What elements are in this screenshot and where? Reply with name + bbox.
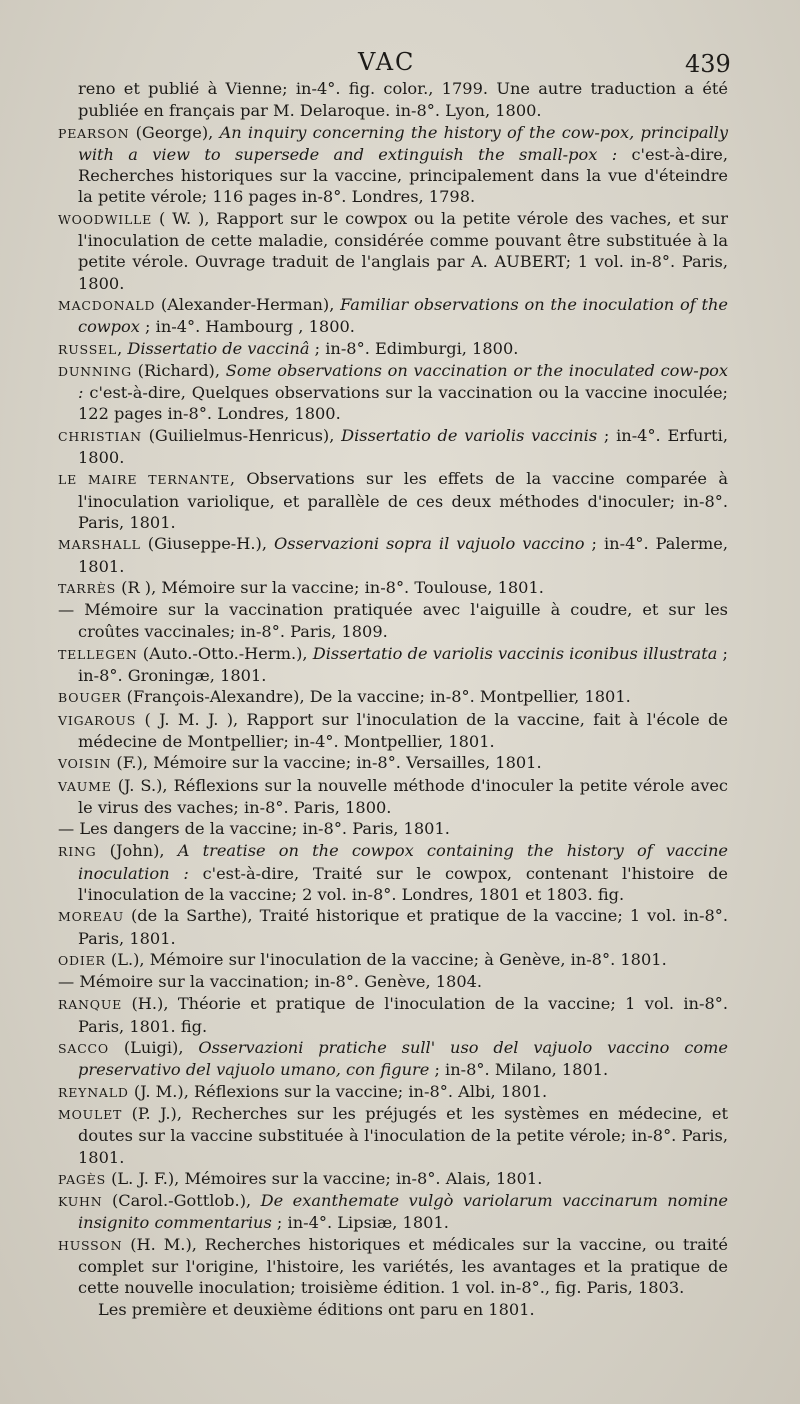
entry-title: A treatise on the cowpox containing the history of vaccine inoculation : <box>78 841 728 883</box>
entry-text: (J. S.), Réflexions sur la nouvelle méthode d'inoculer la petite vérole avec le virus des vaches; in-8°. Paris, 1800. <box>78 775 728 817</box>
entry-text: (Alexander-Herman), <box>155 294 341 314</box>
entry-author: MOULET <box>58 1106 123 1122</box>
entry-text: (F.), Mémoire sur la vaccine; in-8°. Versailles, 1801. <box>111 753 542 773</box>
bibliography-entry <box>58 818 728 840</box>
entry-text: (John), <box>96 841 178 861</box>
bibliography-entry <box>58 752 728 774</box>
bibliography-entry <box>58 686 728 708</box>
entry-author: SACCO <box>58 1041 109 1057</box>
entry-author: CHRISTIAN <box>58 428 142 444</box>
entry-text: (Luigi), <box>108 1038 199 1058</box>
entry-title: Some observations on vaccination or the inoculated cow-pox : <box>78 360 728 403</box>
entry-author: HUSSON <box>58 1237 123 1253</box>
entry-author: RANQUE <box>58 997 123 1013</box>
bibliography-entry <box>58 78 728 122</box>
bibliography-entry <box>58 122 728 208</box>
entry-text: ( J. M. J. ), Rapport sur l'inoculation de la vaccine, fait à l'école de médecine de Montpellier; in-4°. Montpellier, 1801. <box>78 709 728 751</box>
entry-author: TARRÈS <box>58 580 116 596</box>
entry-details: c'est-à-dire, Quelques observations sur la vaccination ou la vaccine inoculée; 122 pages in-8°. Londres, 1800. <box>78 383 728 424</box>
bibliography-entry <box>58 425 728 469</box>
entry-author: REYNALD <box>58 1084 129 1100</box>
entry-author: PAGÈS <box>58 1171 106 1187</box>
bibliography-entry <box>58 208 728 294</box>
entry-title: Dissertatio de variolis vaccinis iconibus illustrata <box>312 643 718 663</box>
bibliography-entry <box>58 971 728 993</box>
entry-details: ; in-8°. Edimburgi, 1800. <box>309 338 519 358</box>
bibliography-entry <box>58 360 728 425</box>
bibliography-entry <box>58 775 728 819</box>
entry-text: (L. J. F.), Mémoires sur la vaccine; in-8°. Alais, 1801. <box>105 1168 543 1188</box>
entry-text: (George), <box>129 122 220 142</box>
entry-title: An inquiry concerning the history of the cow-pox, principally with a view to supersede and extinguish the small-pox : <box>78 122 728 164</box>
bibliography-entry <box>58 949 728 971</box>
entry-details: c'est-à-dire, Recherches historiques sur la vaccine, principalement dans la vue d'éteindre la petite vérole; 116 pages in-8°. Londres, 1798. <box>78 144 728 207</box>
entry-details: ; in-4°. Erfurti, 1800. <box>78 425 728 468</box>
bibliography-entry <box>58 338 728 360</box>
entry-text: (R ), Mémoire sur la vaccine; in-8°. Toulouse, 1801. <box>116 577 544 597</box>
bibliography-entry <box>58 643 728 687</box>
entry-text: (H.), Théorie et pratique de l'inoculation de la vaccine; 1 vol. in-8°. Paris, 1801. fig. <box>78 994 728 1036</box>
bibliography-entry <box>58 468 728 533</box>
entry-details: reno et publié à Vienne; in-4°. fig. color., 1799. Une autre traduction a été publiée en français par M. Delaroque. in-8°. Lyon, 1800. <box>78 79 728 121</box>
entry-text: (P. J.), Recherches sur les préjugés et les systèmes en médecine, et doutes sur la vaccine substituée à l'inoculation de la petite vérole; in-8°. Paris, 1801. <box>78 1103 728 1167</box>
entry-title: Familiar observations on the inoculation of the cowpox <box>78 294 728 337</box>
bibliography-entry <box>58 1037 728 1081</box>
bibliography-entry <box>58 1168 728 1190</box>
entry-author: MARSHALL <box>58 537 141 553</box>
entry-author: PEARSON <box>58 125 130 141</box>
entry-text: (François-Alexandre), De la vaccine; in-8°. Montpellier, 1801. <box>121 687 631 707</box>
entry-text: — Mémoire sur la vaccination; in-8°. Genève, 1804. <box>58 972 483 992</box>
entry-text: — Les dangers de la vaccine; in-8°. Paris, 1801. <box>58 819 450 839</box>
bibliography-entry <box>58 533 728 577</box>
entry-text: (Richard), <box>131 360 226 380</box>
entry-text: (J. M.), Réflexions sur la vaccine; in-8°. Albi, 1801. <box>128 1081 548 1101</box>
entry-title: Dissertatio de vaccinâ <box>127 338 310 358</box>
entry-text: (L.), Mémoire sur l'inoculation de la vaccine; à Genève, in-8°. 1801. <box>105 949 667 969</box>
page-number: 439 <box>685 50 731 78</box>
entry-details: c'est-à-dire, Traité sur le cowpox, contenant l'histoire de l'inoculation de la vaccine; 2 vol. in-8°. Londres, 1801 et 1803. fig. <box>78 863 728 904</box>
entry-title: Osservazioni pratiche sull' uso del vajuolo vaccino come preservativo del vajuolo umano, con figure <box>78 1038 728 1080</box>
bibliography-entry <box>58 840 728 905</box>
bibliography-entry <box>58 1234 728 1299</box>
entry-details: ; in-4°. Lipsiæ, 1801. <box>271 1213 449 1233</box>
entry-text: , <box>117 338 128 358</box>
entry-author: TELLEGEN <box>58 646 138 662</box>
entry-author: VAUME <box>58 778 112 794</box>
bibliography-entry <box>58 993 728 1037</box>
entry-author: MOREAU <box>58 909 124 925</box>
entry-text: ( W. ), Rapport sur le cowpox ou la petite vérole des vaches, et sur l'inoculation de cette maladie, considérée comme pouvant être substituée à la petite vérole. Ouvrage traduit de l'anglais par A. AUBERT; 1 vol. in-8°. Paris, 1800. <box>78 208 728 293</box>
entry-details: ; in-8°. Milano, 1801. <box>429 1060 609 1080</box>
entry-author: VIGAROUS <box>58 712 137 728</box>
entry-title: De exanthemate vulgò variolarum vaccinarum nomine insignito commentarius <box>78 1191 729 1233</box>
bibliography-entry <box>58 1190 728 1234</box>
entry-author: BOUGER <box>58 690 122 706</box>
entry-title: Osservazioni sopra il vajuolo vaccino <box>274 534 585 554</box>
entry-author: ODIER <box>58 952 106 968</box>
entry-details: ; in-4°. Hambourg , 1800. <box>139 317 355 337</box>
entry-text: (Auto.-Otto.-Herm.), <box>137 643 313 663</box>
bibliography-entry <box>58 1103 728 1168</box>
entry-author: KUHN <box>58 1194 103 1210</box>
entry-text: , Observations sur les effets de la vaccine comparée à l'inoculation variolique, et parallèle de ces deux méthodes d'inoculer; in-8°. Paris, 1801. <box>78 469 729 532</box>
entry-title: Dissertatio de variolis vaccinis <box>341 425 598 445</box>
entry-author: RUSSEL <box>58 341 118 357</box>
bibliography-entry <box>58 709 728 753</box>
entry-text: (H. M.), Recherches historiques et médicales sur la vaccine, ou traité complet sur l'origine, l'histoire, les variétés, les avantages et la pratique de cette nouvelle inoculation; troisième édition. 1 vol. in-8°., fig. Paris, 1803. <box>78 1234 728 1298</box>
entry-text: (Carol.-Gottlob.), <box>102 1191 261 1211</box>
entry-author: VOISIN <box>58 756 112 772</box>
bibliography-entry <box>58 905 728 949</box>
entry-author: RING <box>58 844 97 860</box>
entry-author: LE MAIRE TERNANTE <box>58 472 230 488</box>
entry-details: ; in-8°. Groningæ, 1801. <box>78 643 728 686</box>
bibliography-entry <box>58 1081 728 1103</box>
entry-text: (Giuseppe-H.), <box>140 534 275 554</box>
bibliography-list <box>58 78 728 1320</box>
entry-author: WOODWILLE <box>58 211 153 227</box>
entry-text: (Guilielmus-Henricus), <box>141 425 342 445</box>
entry-text: (de la Sarthe), Traité historique et pratique de la vaccine; 1 vol. in-8°. Paris, 1801. <box>78 906 728 948</box>
edition-note: Les première et deuxième éditions ont paru en 1801. <box>98 1299 535 1319</box>
entry-text: — Mémoire sur la vaccination pratiquée avec l'aiguille à coudre, et sur les croûtes vaccinales; in-8°. Paris, 1809. <box>58 600 728 642</box>
running-title: VAC <box>358 48 416 76</box>
entry-author: MACDONALD <box>58 297 156 313</box>
bibliography-entry <box>58 577 728 599</box>
entry-author: DUNNING <box>58 363 132 379</box>
entry-details: ; in-4°. Palerme, 1801. <box>78 534 729 576</box>
bibliography-entry <box>58 294 728 338</box>
bibliography-entry <box>58 599 728 643</box>
